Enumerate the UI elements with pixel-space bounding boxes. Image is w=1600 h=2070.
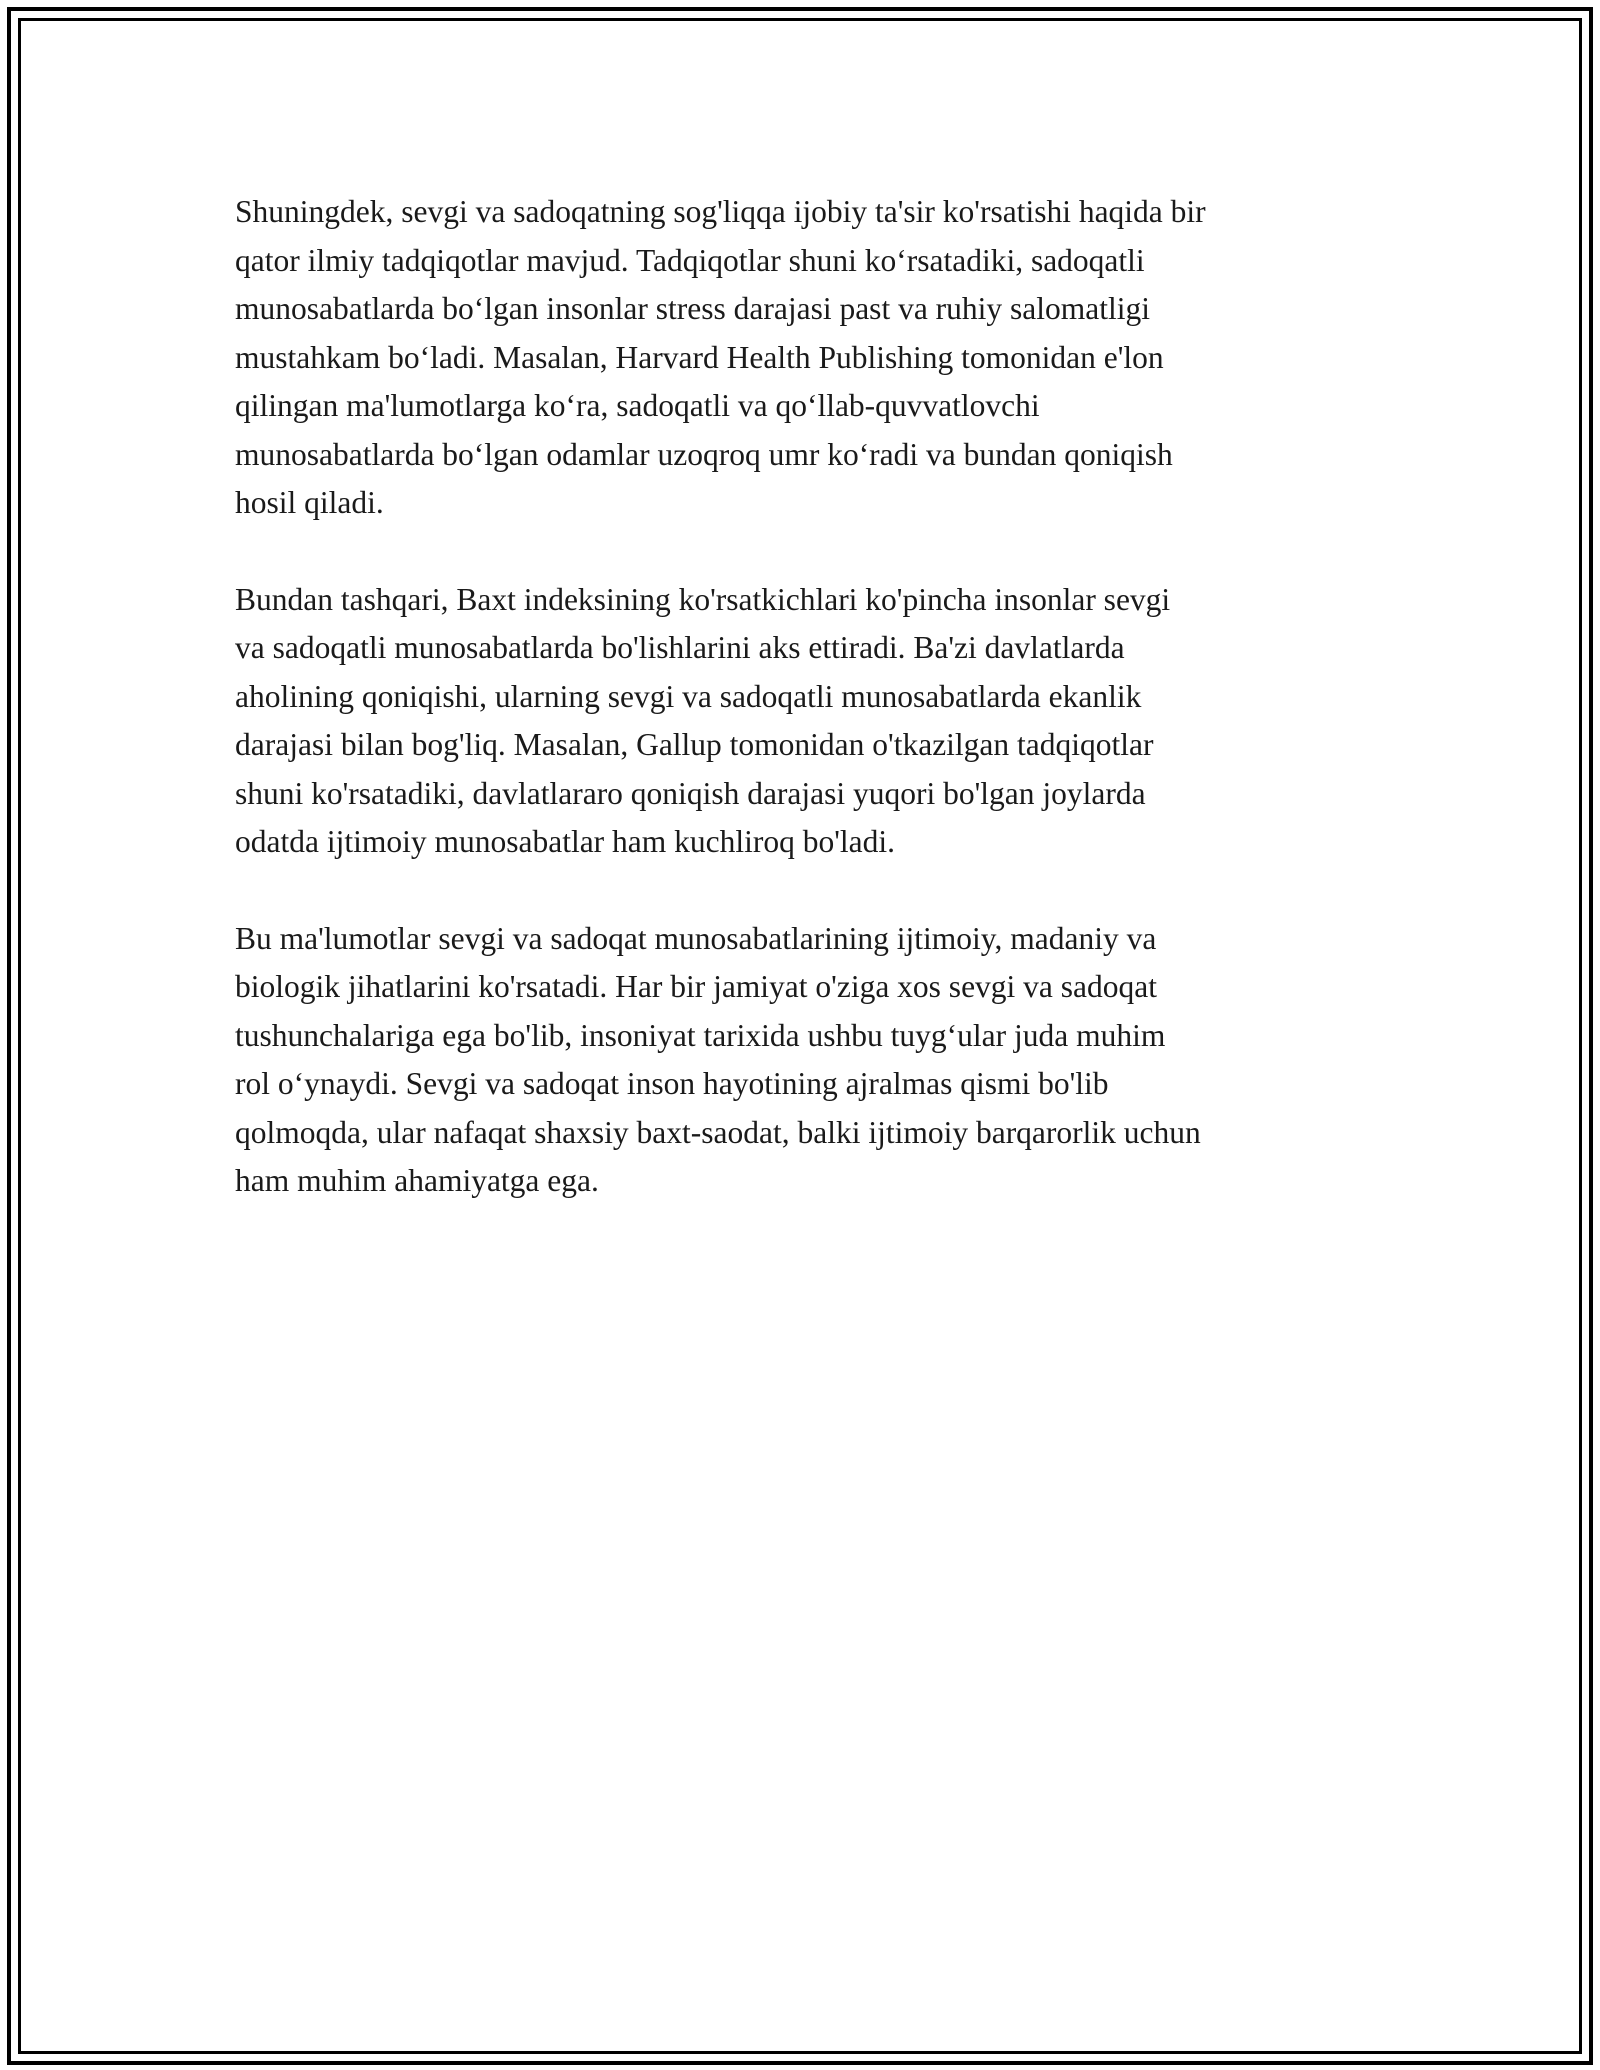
text-line: biologik jihatlarini ko'rsatadi. Har bir jamiyat o'ziga xos sevgi va sadoqat: [235, 969, 1158, 1004]
text-line: rol o‘ynaydi. Sevgi va sadoqat inson hayotining ajralmas qismi bo'lib: [235, 1066, 1109, 1101]
text-line: aholining qoniqishi, ularning sevgi va sadoqatli munosabatlarda ekanlik: [235, 678, 1142, 714]
text-line: ham muhim ahamiyatga ega.: [235, 1163, 599, 1198]
text-line: Shuningdek, sevgi va sadoqatning sog'liqqa ijobiy ta'sir ko'rsatishi haqida bir: [235, 194, 1206, 229]
paragraph-2: [235, 576, 1375, 867]
text-line: shuni ko'rsatadiki, davlatlararo qoniqish darajasi yuqori bo'lgan joylarda: [235, 775, 1146, 811]
paragraph-1: [235, 188, 1375, 528]
document-body: [235, 188, 1375, 1254]
text-line: qilingan ma'lumotlarga ko‘ra, sadoqatli va qo‘llab-quvvatlovchi: [235, 388, 1040, 423]
text-line: munosabatlarda bo‘lgan odamlar uzoqroq umr ko‘radi va bundan qoniqish: [235, 436, 1173, 472]
paragraph-3: [235, 915, 1375, 1206]
text-line: va sadoqatli munosabatlarda bo'lishlarini aks ettiradi. Ba'zi davlatlarda: [235, 630, 1125, 665]
text-line: munosabatlarda bo‘lgan insonlar stress darajasi past va ruhiy salomatligi: [235, 291, 1151, 326]
text-line: mustahkam bo‘ladi. Masalan, Harvard Health Publishing tomonidan e'lon: [235, 339, 1164, 375]
text-line: darajasi bilan bog'liq. Masalan, Gallup tomonidan o'tkazilgan tadqiqotlar: [235, 727, 1154, 762]
text-line: qator ilmiy tadqiqotlar mavjud. Tadqiqotlar shuni ko‘rsatadiki, sadoqatli: [235, 242, 1145, 278]
text-line: hosil qiladi.: [235, 485, 384, 520]
text-line: qolmoqda, ular nafaqat shaxsiy baxt-saodat, balki ijtimoiy barqarorlik uchun: [235, 1114, 1201, 1150]
text-line: odatda ijtimoiy munosabatlar ham kuchliroq bo'ladi.: [235, 824, 896, 859]
text-line: Bundan tashqari, Baxt indeksining ko'rsatkichlari ko'pincha insonlar sevgi: [235, 581, 1171, 617]
text-line: Bu ma'lumotlar sevgi va sadoqat munosabatlarining ijtimoiy, madaniy va: [235, 920, 1157, 956]
text-line: tushunchalariga ega bo'lib, insoniyat tarixida ushbu tuyg‘ular juda muhim: [235, 1017, 1166, 1053]
